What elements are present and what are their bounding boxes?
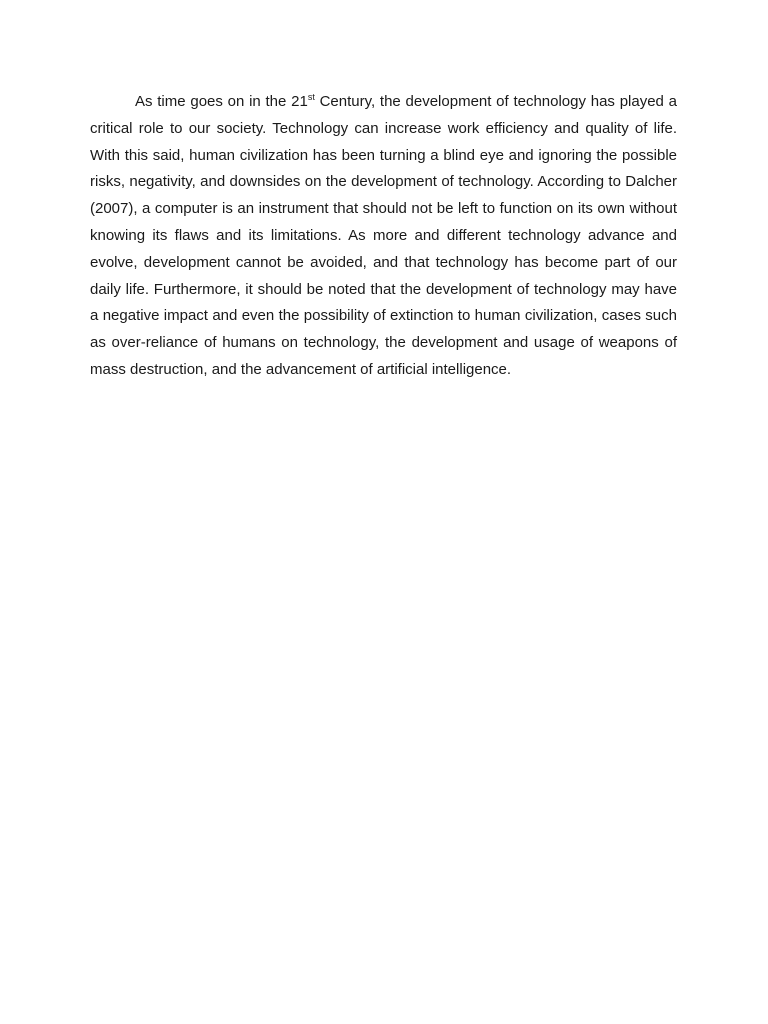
paragraph-rest: Century, the development of technology has played a critical role to our society. Technology can increase work efficiency and quality of life. With this said, human civilization has been turning a blind eye and ignoring the possible risks, negativity, and downsides on the development of technology. According to Dalcher (2007), a computer is an instrument that should not be left to function on its own without knowing its flaws and its limitations. As more and different technology advance and evolve, development cannot be avoided, and that technology has become part of our daily life. Furthermore, it should be noted that the development of technology may have a negative impact and even the possibility of extinction to human civilization, cases such as over-reliance of humans on technology, the development and usage of weapons of mass destruction, and the advancement of artificial intelligence. xyxy=(90,93,677,378)
paragraph-lead: As time goes on in the 21 xyxy=(135,93,308,110)
ordinal-superscript: st xyxy=(307,92,315,102)
body-paragraph xyxy=(90,89,677,384)
